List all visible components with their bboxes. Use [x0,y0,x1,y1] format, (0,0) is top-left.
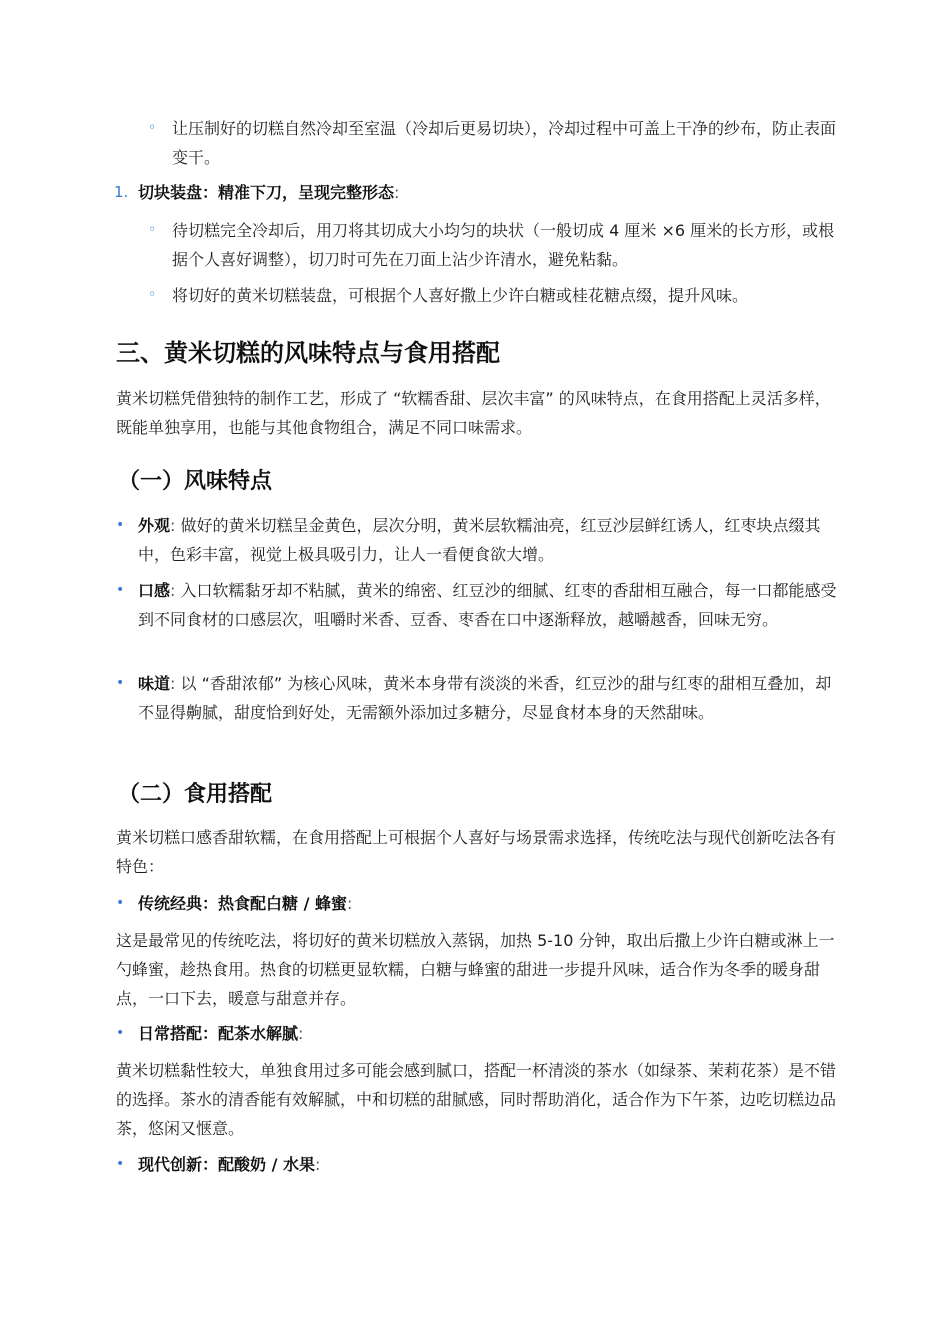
sub-item-cutting [148,216,840,274]
sub-item-text: 让压制好的切糕自然冷却至室温（冷却后更易切块），冷却过程中可盖上干净的纱布，防止表面变干。 [172,119,837,167]
item-label: 味道 [138,674,171,693]
step-number: 1. [114,183,129,201]
sub-item-text: 将切好的黄米切糕装盘，可根据个人喜好撒上少许白糖或桂花糖点缀，提升风味。 [172,286,749,305]
circle-bullet-icon: ◦ [148,287,157,303]
subsection-heading-flavor: （一）风味特点 [118,469,273,494]
step-title: 切块装盘：精准下刀，呈现完整形态 [138,183,395,202]
circle-bullet-icon: ◦ [148,222,157,238]
item-label: 口感 [138,581,171,600]
item-title: 现代创新：配酸奶 / 水果 [138,1155,315,1174]
item-title: 传统经典：热食配白糖 / 蜂蜜 [138,894,347,913]
item-title: 日常搭配：配茶水解腻 [138,1024,299,1043]
item-text: 做好的黄米切糕呈金黄色，层次分明，黄米层软糯油亮，红豆沙层鲜红诱人，红枣块点缀其中，色彩丰富，视觉上极具吸引力，让人一看便食欲大增。 [138,516,821,564]
flavor-item-taste: • 味道: 以 “香甜浓郁” 为核心风味，黄米本身带有淡淡的米香，红豆沙的甜与红枣的甜相互叠加，却不显得齁腻，甜度恰到好处，无需额外添加过多糖分，尽显食材本身的天然甜味。 [138,669,838,727]
pairing-intro: 黄米切糕口感香甜软糯，在食用搭配上可根据个人喜好与场景需求选择，传统吃法与现代创新吃法各有特色： [116,828,837,876]
bullet-icon: • [116,1156,125,1172]
bullet-icon: • [116,517,125,533]
item-text: 入口软糯黏牙却不粘腻，黄米的绵密、红豆沙的细腻、红枣的香甜相互融合，每一口都能感受到不同食材的口感层次，咀嚼时米香、豆香、枣香在口中逐渐释放，越嚼越香，回味无穷。 [138,581,837,629]
bullet-icon: • [116,895,125,911]
step-cut-and-plate: 1. 切块装盘：精准下刀，呈现完整形态: [138,178,838,207]
pairing-title-modern: • 现代创新：配酸奶 / 水果: [138,1150,838,1179]
bullet-icon: • [116,582,125,598]
circle-bullet-icon: ◦ [148,120,157,136]
sub-item-cooling [148,114,840,172]
item-label: 外观 [138,516,171,535]
item-text: 以 “香甜浓郁” 为核心风味，黄米本身带有淡淡的米香，红豆沙的甜与红枣的甜相互叠加，却不显得齁腻，甜度恰到好处，无需额外添加过多糖分，尽显食材本身的天然甜味。 [138,674,832,722]
pairing-text-daily: 黄米切糕黏性较大，单独食用过多可能会感到腻口，搭配一杯清淡的茶水（如绿茶、茉莉花茶）是不错的选择。茶水的清香能有效解腻，中和切糕的甜腻感，同时帮助消化，适合作为下午茶，边吃切糕边品茶，悠闲又惬意。 [116,1061,837,1138]
section-intro: 黄米切糕凭借独特的制作工艺，形成了 “软糯香甜、层次丰富” 的风味特点，在食用搭配上灵活多样，既能单独享用，也能与其他食物组合，满足不同口味需求。 [116,389,831,437]
bullet-icon: • [116,1025,125,1041]
flavor-item-texture: • 口感: 入口软糯黏牙却不粘腻，黄米的绵密、红豆沙的细腻、红枣的香甜相互融合，每一口都能感受到不同食材的口感层次，咀嚼时米香、豆香、枣香在口中逐渐释放，越嚼越香，回味无穷。 [138,576,838,634]
pairing-text-traditional: 这是最常见的传统吃法，将切好的黄米切糕放入蒸锅，加热 5-10 分钟，取出后撒上少许白糖或淋上一勺蜂蜜，趁热食用。热食的切糕更显软糯，白糖与蜂蜜的甜进一步提升风味，适合作为冬季的暖身甜点，一口下去，暖意与甜意并存。 [116,931,835,1008]
sub-item-text: 待切糕完全冷却后，用刀将其切成大小均匀的块状（一般切成 4 厘米 ×6 厘米的长方形，或根据个人喜好调整），切刀时可先在刀面上沾少许清水，避免粘黏。 [172,221,835,269]
section-heading: 三、黄米切糕的风味特点与食用搭配 [116,339,500,367]
flavor-item-appearance: • 外观: 做好的黄米切糕呈金黄色，层次分明，黄米层软糯油亮，红豆沙层鲜红诱人，红枣块点缀其中，色彩丰富，视觉上极具吸引力，让人一看便食欲大增。 [138,511,838,569]
bullet-icon: • [116,675,125,691]
subsection-heading-pairing: （二）食用搭配 [118,782,273,807]
pairing-title-daily: • 日常搭配：配茶水解腻: [138,1019,838,1048]
sub-item-plating [148,281,840,310]
pairing-title-traditional: • 传统经典：热食配白糖 / 蜂蜜: [138,889,838,918]
